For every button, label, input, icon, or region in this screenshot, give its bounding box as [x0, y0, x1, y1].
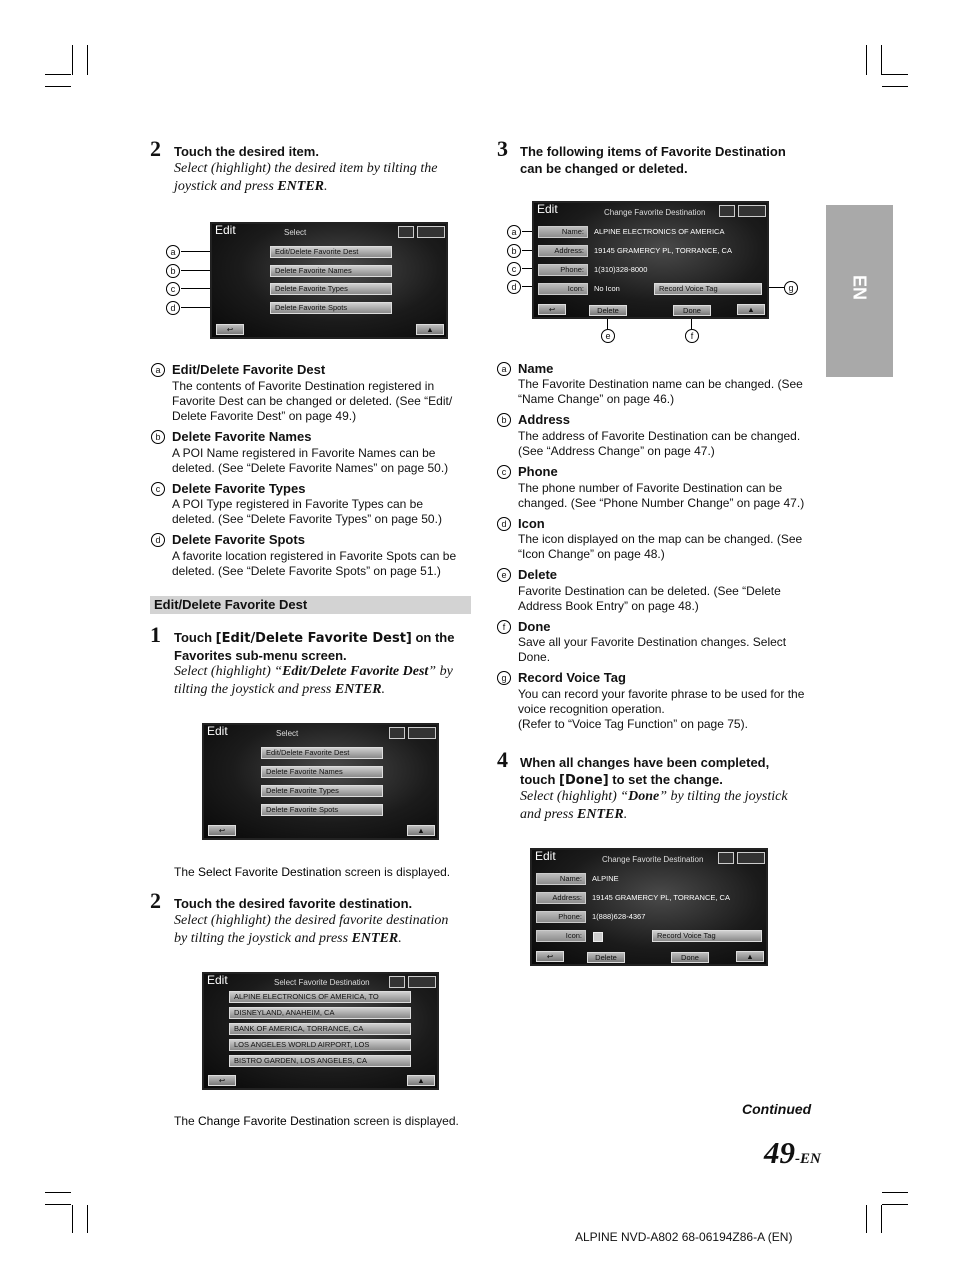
step-instruction: Select (highlight) the desired item by tilting the joystick and press ENTER. — [174, 161, 438, 194]
scroll-up-button[interactable]: ▲ — [736, 951, 764, 962]
screen-title: Edit — [207, 724, 228, 738]
delete-button[interactable]: Delete — [587, 952, 625, 963]
menu-item[interactable]: Delete Favorite Types — [270, 283, 392, 295]
item-text: The phone number of Favorite Destination can be changed. (See “Phone Number Change” on page 47.) — [518, 481, 805, 510]
favorite-icon[interactable] — [593, 932, 603, 942]
item-text: A favorite location registered in Favorite Spots can be deleted. (See “Delete Favorite Spots” on page 51.) — [172, 549, 457, 578]
crop-mark — [881, 1205, 882, 1233]
keypad-icon[interactable] — [417, 226, 445, 238]
scroll-up-button[interactable]: ▲ — [737, 304, 765, 315]
crop-mark — [881, 45, 882, 75]
item-title: Delete Favorite Spots — [172, 532, 305, 547]
map-icon[interactable] — [389, 976, 405, 988]
icon-field[interactable]: No Icon — [594, 284, 620, 293]
item-letter: c — [151, 482, 165, 496]
menu-item[interactable]: Delete Favorite Spots — [270, 302, 392, 314]
field-label-address: Address: — [536, 892, 586, 904]
continued-label: Continued — [742, 1101, 812, 1117]
callout-e: e — [601, 329, 615, 343]
crop-mark — [866, 45, 867, 75]
item-title: Icon — [518, 516, 545, 531]
callout-a: a — [507, 225, 521, 239]
keypad-icon[interactable] — [737, 852, 765, 864]
screen-title: Edit — [537, 202, 558, 216]
screen-title: Edit — [207, 973, 228, 987]
item-letter: d — [497, 517, 511, 531]
callout-b: b — [507, 244, 521, 258]
item-letter: d — [151, 533, 165, 547]
step-title: When all changes have been completed, touch [Done] to set the change. — [520, 755, 770, 788]
item-letter: b — [497, 413, 511, 427]
screenshot-select-menu-2 — [202, 723, 439, 840]
section-heading: Edit/Delete Favorite Dest — [150, 596, 471, 614]
item-title: Record Voice Tag — [518, 670, 626, 685]
step-title: Touch the desired favorite destination. — [174, 896, 413, 911]
item-text: Save all your Favorite Destination changes. Select Done. — [518, 635, 787, 664]
screenshot-change-favorite-destination — [532, 201, 769, 319]
item-text: The icon displayed on the map can be changed. (See “Icon Change” on page 48.) — [518, 532, 803, 561]
item-text: A POI Name registered in Favorite Names can be deleted. (See “Delete Favorite Names” on page 50.) — [172, 446, 449, 475]
record-voice-tag-button[interactable]: Record Voice Tag — [654, 283, 762, 295]
callout-f: f — [685, 329, 699, 343]
map-icon[interactable] — [398, 226, 414, 238]
crop-mark — [72, 45, 73, 75]
callout-b: b — [166, 264, 180, 278]
item-text: A POI Type registered in Favorite Types can be deleted. (See “Delete Favorite Types” on page 50.) — [172, 497, 442, 526]
destination-item[interactable]: BANK OF AMERICA, TORRANCE, CA — [229, 1023, 411, 1035]
callout-c: c — [166, 282, 180, 296]
address-field[interactable]: 19145 GRAMERCY PL, TORRANCE, CA — [594, 246, 732, 255]
language-tab — [826, 205, 893, 377]
field-label-phone: Phone: — [538, 264, 588, 276]
menu-item[interactable]: Delete Favorite Spots — [261, 804, 383, 816]
page-number: 49-EN — [764, 1135, 821, 1170]
item-title: Phone — [518, 464, 558, 479]
scroll-up-button[interactable]: ▲ — [407, 1075, 435, 1086]
screen-subtitle: Select Favorite Destination — [274, 978, 370, 987]
destination-item[interactable]: BISTRO GARDEN, LOS ANGELES, CA — [229, 1055, 411, 1067]
crop-mark — [45, 86, 71, 87]
menu-item[interactable]: Delete Favorite Types — [261, 785, 383, 797]
item-letter: f — [497, 620, 511, 634]
item-title: Delete Favorite Types — [172, 481, 306, 496]
back-button[interactable]: ↩ — [538, 304, 566, 315]
crop-mark — [882, 74, 908, 75]
address-field[interactable]: 19145 GRAMERCY PL, TORRANCE, CA — [592, 893, 730, 902]
screenshot-change-favorite-destination-done — [530, 848, 768, 966]
name-field[interactable]: ALPINE — [592, 874, 619, 883]
step-number: 4 — [497, 747, 508, 772]
item-letter: a — [497, 362, 511, 376]
destination-item[interactable]: ALPINE ELECTRONICS OF AMERICA, TO — [229, 991, 411, 1003]
destination-item[interactable]: DISNEYLAND, ANAHEIM, CA — [229, 1007, 411, 1019]
item-title: Address — [518, 412, 571, 427]
step-number: 2 — [150, 888, 161, 913]
field-label-icon: Icon: — [536, 930, 586, 942]
footer-model: ALPINE NVD-A802 68-06194Z86-A (EN) — [575, 1230, 793, 1244]
back-button[interactable]: ↩ — [208, 1075, 236, 1086]
menu-item[interactable]: Edit/Delete Favorite Dest — [261, 747, 383, 759]
phone-field[interactable]: 1(310)328-8000 — [594, 265, 648, 274]
scroll-up-button[interactable]: ▲ — [416, 324, 444, 335]
back-button[interactable]: ↩ — [216, 324, 244, 335]
menu-item[interactable]: Edit/Delete Favorite Dest — [270, 246, 392, 258]
field-label-address: Address: — [538, 245, 588, 257]
map-icon[interactable] — [719, 205, 735, 217]
map-icon[interactable] — [718, 852, 734, 864]
step-number: 2 — [150, 136, 161, 161]
done-button[interactable]: Done — [671, 952, 709, 963]
keypad-icon[interactable] — [408, 727, 436, 739]
scroll-up-button[interactable]: ▲ — [407, 825, 435, 836]
callout-a: a — [166, 245, 180, 259]
crop-mark — [87, 1205, 88, 1233]
keypad-icon[interactable] — [738, 205, 766, 217]
menu-item[interactable]: Delete Favorite Names — [261, 766, 383, 778]
crop-mark — [882, 1204, 908, 1205]
back-button[interactable]: ↩ — [208, 825, 236, 836]
map-icon[interactable] — [389, 727, 405, 739]
language-tab-label: EN — [849, 274, 870, 300]
item-letter: c — [497, 465, 511, 479]
crop-mark — [45, 1192, 71, 1193]
item-title: Delete — [518, 567, 558, 582]
keypad-icon[interactable] — [408, 976, 436, 988]
screen-subtitle: Select — [276, 729, 299, 738]
record-voice-tag-button[interactable]: Record Voice Tag — [652, 930, 762, 942]
screenshot-select-favorite-destination — [202, 972, 439, 1090]
crop-mark — [882, 86, 908, 87]
item-letter: e — [497, 568, 511, 582]
name-field[interactable]: ALPINE ELECTRONICS OF AMERICA — [594, 227, 725, 236]
screen-title: Edit — [215, 223, 236, 237]
callout-d: d — [166, 301, 180, 315]
item-title: Done — [518, 619, 551, 634]
screen-subtitle: Select — [284, 228, 307, 237]
item-title: Delete Favorite Names — [172, 429, 312, 444]
delete-button[interactable]: Delete — [589, 305, 627, 316]
crop-mark — [882, 1192, 908, 1193]
screen-title: Edit — [535, 849, 556, 863]
menu-item[interactable]: Delete Favorite Names — [270, 265, 392, 277]
item-letter: a — [151, 363, 165, 377]
field-label-name: Name: — [536, 873, 586, 885]
step-title: Touch [Edit/Delete Favorite Dest] on the Favorites sub-menu screen. — [174, 630, 455, 663]
field-label-icon: Icon: — [538, 283, 588, 295]
item-text: Favorite Destination can be deleted. (See “Delete Address Book Entry” on page 48.) — [518, 584, 781, 613]
screen-note: The Select Favorite Destination screen is displayed. — [174, 865, 451, 879]
field-label-phone: Phone: — [536, 911, 586, 923]
crop-mark — [45, 74, 71, 75]
item-title: Name — [518, 361, 554, 376]
field-label-name: Name: — [538, 226, 588, 238]
item-text: The Favorite Destination name can be changed. (See “Name Change” on page 46.) — [518, 377, 803, 406]
crop-mark — [87, 45, 88, 75]
item-letter: b — [151, 430, 165, 444]
screen-note: The Change Favorite Destination screen is displayed. — [174, 1114, 459, 1128]
item-text: The contents of Favorite Destination registered in Favorite Dest can be changed or deleted. (See “Edit/ Delete Favorite Dest” on page 49.) — [172, 379, 453, 423]
crop-mark — [866, 1205, 867, 1233]
item-letter: g — [497, 671, 511, 685]
step-number: 3 — [497, 136, 508, 161]
screenshot-select-menu — [210, 222, 448, 339]
phone-field[interactable]: 1(888)628-4367 — [592, 912, 646, 921]
step-number: 1 — [150, 622, 161, 647]
step-instruction: Select (highlight) “Edit/Delete Favorite Dest” by tilting the joystick and press ENTER. — [174, 664, 453, 697]
item-title: Edit/Delete Favorite Dest — [172, 362, 326, 377]
crop-mark — [45, 1204, 71, 1205]
step-instruction: Select (highlight) “Done” by tilting the joystick and press ENTER. — [520, 789, 788, 822]
item-text: The address of Favorite Destination can be changed. (See “Address Change” on page 47.) — [518, 429, 801, 458]
callout-d: d — [507, 280, 521, 294]
step-title: The following items of Favorite Destination can be changed or deleted. — [520, 144, 786, 176]
done-button[interactable]: Done — [673, 305, 711, 316]
callout-c: c — [507, 262, 521, 276]
callout-g: g — [784, 281, 798, 295]
item-text: You can record your favorite phrase to be used for the voice recognition operation. (Refer to “Voice Tag Function” on page 75). — [518, 687, 805, 731]
screen-subtitle: Change Favorite Destination — [602, 855, 704, 864]
step-title: Touch the desired item. — [174, 144, 319, 159]
step-instruction: Select (highlight) the desired favorite destination by tilting the joystick and press ENTER. — [174, 913, 449, 946]
screen-subtitle: Change Favorite Destination — [604, 208, 706, 217]
crop-mark — [72, 1205, 73, 1233]
back-button[interactable]: ↩ — [536, 951, 564, 962]
destination-item[interactable]: LOS ANGELES WORLD AIRPORT, LOS — [229, 1039, 411, 1051]
